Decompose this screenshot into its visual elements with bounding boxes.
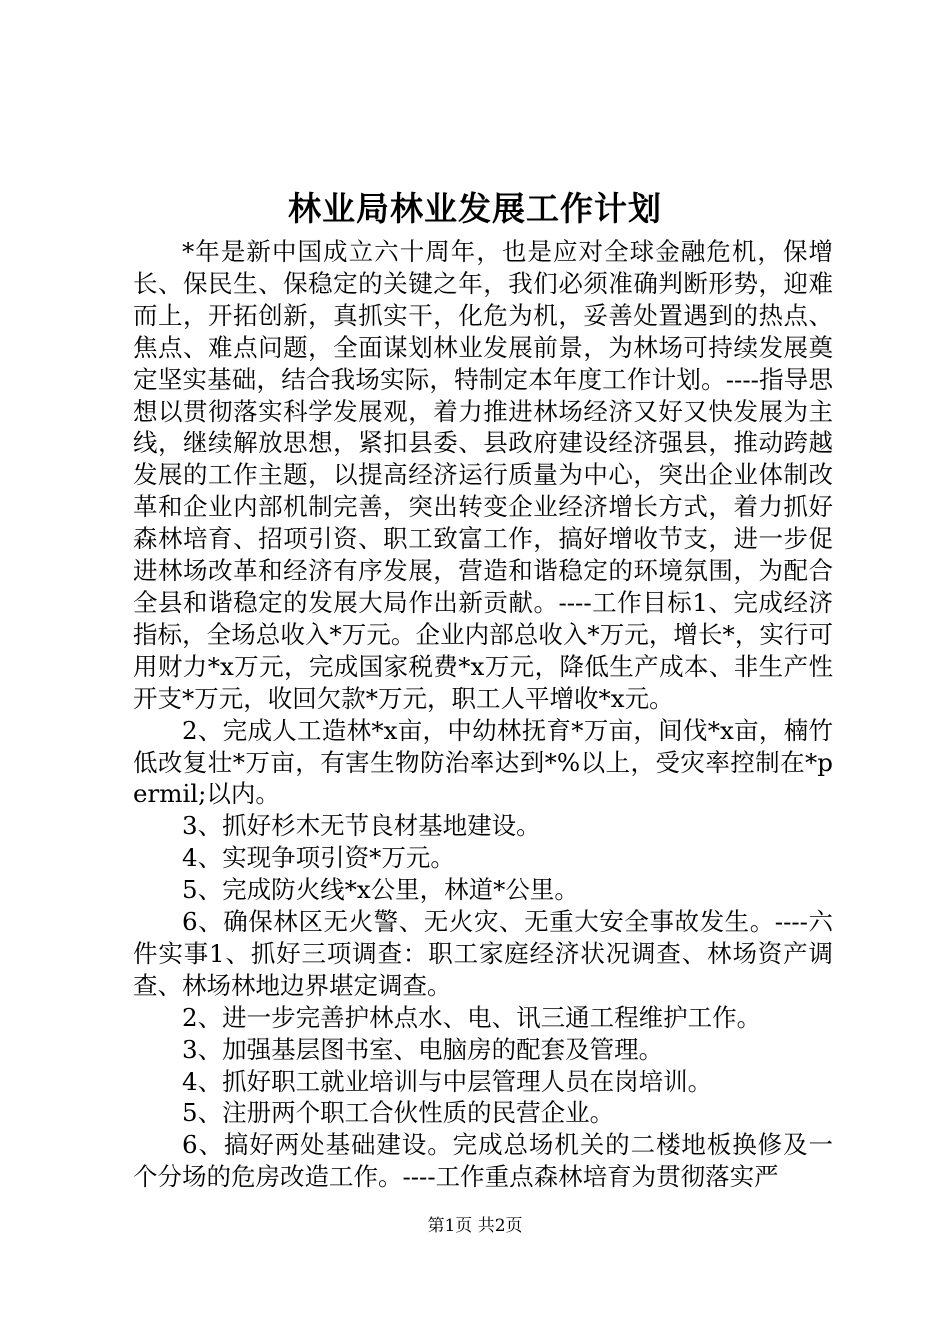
paragraph-task-4: 4、抓好职工就业培训与中层管理人员在岗培训。 xyxy=(182,1066,713,1096)
document-body xyxy=(133,236,833,1193)
paragraph-goal-6: 6、确保林区无火警、无火灾、无重大安全事故发生。----六件实事1、抓好三项调查：职工家庭经济状况调查、林场资产调查、林场林地边界堪定调查。 xyxy=(133,907,833,1000)
paragraph-goal-5: 5、完成防火线*x公里，林道*公里。 xyxy=(182,875,579,905)
paragraph-goal-4: 4、实现争项引资*万元。 xyxy=(182,843,455,873)
page-number: 第1页 共2页 xyxy=(427,1216,523,1236)
paragraph-task-6: 6、搞好两处基础建设。完成总场机关的二楼地板换修及一个分场的危房改造工作。----工作重点森林培育为贯彻落实严 xyxy=(133,1130,833,1192)
paragraph-task-2: 2、进一步完善护林点水、电、讯三通工程维护工作。 xyxy=(182,1002,762,1032)
paragraph-goal-2: 2、完成人工造林*x亩，中幼林抚育*万亩，间伐*x亩，楠竹低改复壮*万亩，有害生物防治率达到*%以上，受灾率控制在*permil;以内。 xyxy=(133,715,833,809)
paragraph-intro: *年是新中国成立六十周年，也是应对全球金融危机，保增长、保民生、保稳定的关键之年，我们必须准确判断形势，迎难而上，开拓创新，真抓实干，化危为机，妥善处置遇到的热点、焦点、难点问题，全面谋划林业发展前景，为林场可持续发展奠定坚实基础，结合我场实际，特制定本年度工作计划。----指导思想以贯彻落实科学发展观，着力推进林场经济又好又快发展为主线，继续解放思想，紧扣县委、县政府建设经济强县，推动跨越发展的工作主题，以提高经济运行质量为中心，突出企业体制改革和企业内部机制完善，突出转变企业经济增长方式，着力抓好森林培育、招项引资、职工致富工作，搞好增收节支，进一步促进林场改革和经济有序发展，营造和谐稳定的环境氛围，为配合全县和谐稳定的发展大局作出新贡献。----工作目标1、完成经济指标，全场总收入*万元。企业内部总收入*万元，增长*，实行可用财力*x万元，完成国家税费*x万元，降低生产成本、非生产性开支*万元，收回欠款*万元，职工人平增收*x元。 xyxy=(133,237,833,713)
document-title: 林业局林业发展工作计划 xyxy=(288,189,662,228)
paragraph-task-5: 5、注册两个职工合伙性质的民营企业。 xyxy=(182,1098,615,1128)
paragraph-task-3: 3、加强基层图书室、电脑房的配套及管理。 xyxy=(182,1034,664,1064)
paragraph-goal-3: 3、抓好杉木无节良材基地建设。 xyxy=(182,811,541,841)
